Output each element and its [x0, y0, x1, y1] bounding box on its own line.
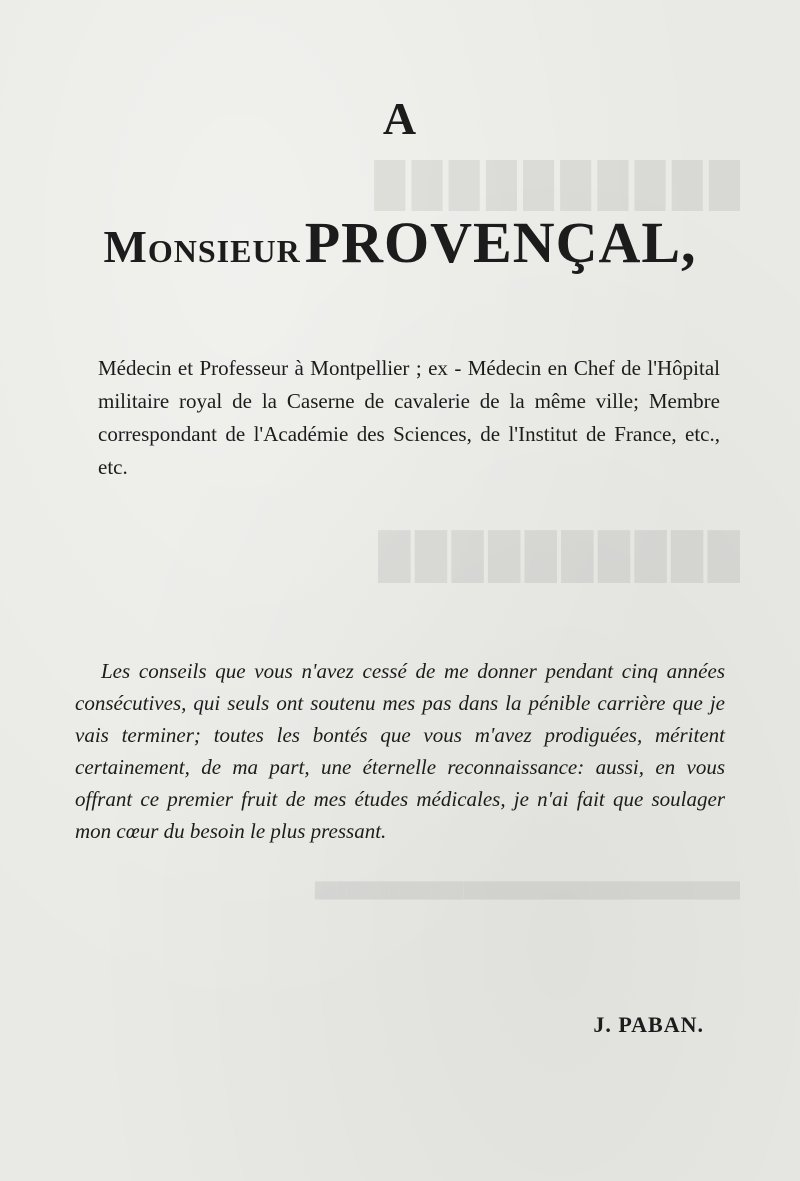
dedication-text: Les conseils que vous n'avez cessé de me donner pendant cinq années consécutives, qui seuls ont soutenu mes pas dans la pénible carrière que je vais terminer; toutes les bontés que vous m'avez prodiguées, méritent certainement, de ma part, une éternelle reconnaissance: aussi, en vous offrant ce premier fruit de mes études médicales, je n'ai fait que soulager mon cœur du besoin le plus pressant.	[75, 659, 725, 843]
signature: J. PABAN.	[593, 1012, 704, 1037]
recipient-name	[0, 210, 800, 275]
verso-bleed-through: ██████████	[368, 161, 740, 210]
verso-bleed-through: ████████████████████████████████████████	[314, 883, 740, 899]
dedication-heading: A	[382, 93, 418, 144]
recipient-surname: PROVENÇAL,	[304, 210, 697, 275]
recipient-honorific: Monsieur	[103, 221, 301, 272]
recipient-titles: Médecin et Professeur à Montpellier ; ex - Médecin en Chef de l'Hôpital militaire royal de la Caserne de cavalerie de la même ville; Membre correspondant de l'Académie des Sciences, de l'Institut de France, etc., etc.	[98, 356, 720, 479]
verso-bleed-through: ██████████	[374, 531, 740, 582]
